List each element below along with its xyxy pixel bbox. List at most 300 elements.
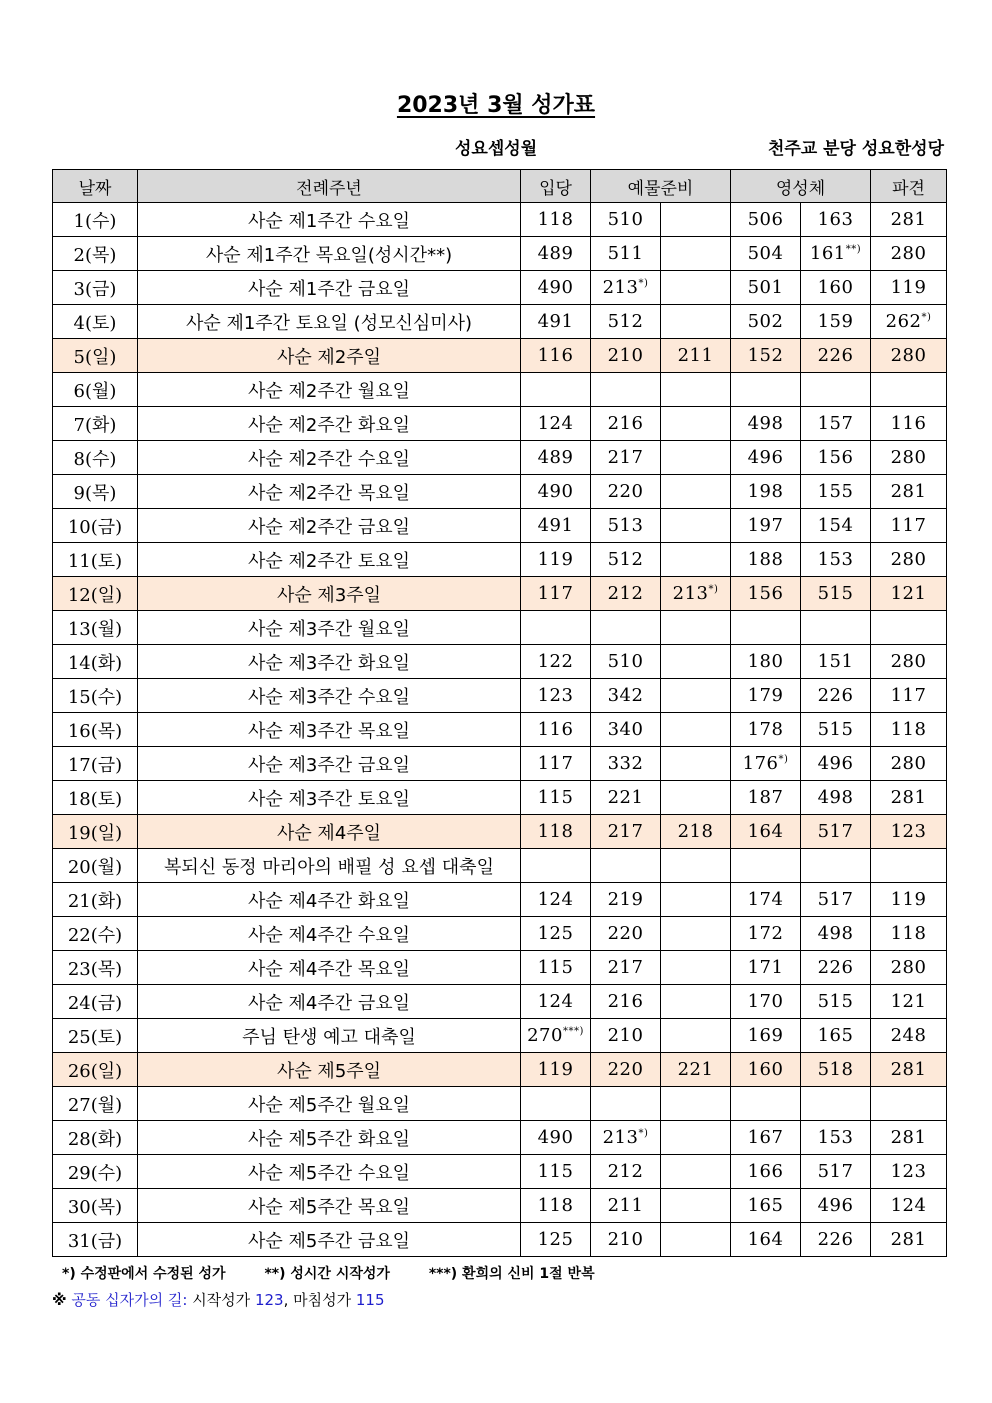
offertory-2-cell xyxy=(661,509,731,543)
date-cell: 3(금) xyxy=(53,271,138,305)
month-dedication: 성요셉성월 xyxy=(455,139,538,159)
hymn-number: 160 xyxy=(747,1059,784,1080)
offertory-1-cell xyxy=(591,1087,661,1121)
communion-1-cell xyxy=(731,1189,801,1223)
hymn-number: 226 xyxy=(817,345,854,366)
offertory-1-cell xyxy=(591,781,661,815)
entrance-cell xyxy=(521,203,591,237)
end-label: 마침성가 xyxy=(293,1291,352,1309)
entrance-cell xyxy=(521,577,591,611)
communion-1-cell xyxy=(731,1121,801,1155)
communion-1-cell xyxy=(731,271,801,305)
table-row xyxy=(53,509,947,543)
liturgy-cell: 사순 제2주간 토요일 xyxy=(138,543,521,577)
offertory-1-cell xyxy=(591,407,661,441)
hymn-number: 213 xyxy=(602,1127,639,1148)
offertory-2-cell xyxy=(661,1155,731,1189)
table-row xyxy=(53,849,947,883)
communion-1-cell xyxy=(731,203,801,237)
dismissal-cell xyxy=(871,883,947,917)
hymn-number: 187 xyxy=(747,787,784,808)
header-liturgy: 전례주년 xyxy=(138,170,521,203)
communion-1-cell xyxy=(731,1087,801,1121)
offertory-2-cell xyxy=(661,815,731,849)
hymn-number: 198 xyxy=(747,481,784,502)
communion-2-cell xyxy=(801,543,871,577)
communion-1-cell xyxy=(731,747,801,781)
entrance-cell xyxy=(521,1121,591,1155)
entrance-cell xyxy=(521,1223,591,1257)
date-cell: 22(수) xyxy=(53,917,138,951)
hymn-number: 125 xyxy=(537,923,574,944)
communion-2-cell xyxy=(801,339,871,373)
offertory-2-cell xyxy=(661,577,731,611)
dismissal-cell xyxy=(871,985,947,1019)
communion-2-cell xyxy=(801,815,871,849)
hymn-number: 116 xyxy=(537,345,574,366)
liturgy-cell: 사순 제2주일 xyxy=(138,339,521,373)
hymn-number: 154 xyxy=(817,515,854,536)
hymn-number: 216 xyxy=(607,413,644,434)
liturgy-cell: 사순 제5주일 xyxy=(138,1053,521,1087)
table-row xyxy=(53,373,947,407)
table-row xyxy=(53,815,947,849)
hymn-number: 123 xyxy=(890,821,927,842)
hymn-number: 161 xyxy=(809,243,846,264)
offertory-1-cell xyxy=(591,271,661,305)
hymn-number: 156 xyxy=(817,447,854,468)
communion-1-cell xyxy=(731,645,801,679)
hymn-number: 153 xyxy=(817,1127,854,1148)
hymn-number: 155 xyxy=(817,481,854,502)
dismissal-cell xyxy=(871,339,947,373)
liturgy-cell: 사순 제3주간 토요일 xyxy=(138,781,521,815)
hymn-number: 123 xyxy=(890,1161,927,1182)
offertory-2-cell xyxy=(661,781,731,815)
hymn-number: 501 xyxy=(747,277,784,298)
communion-2-cell xyxy=(801,985,871,1019)
table-row xyxy=(53,203,947,237)
hymn-number: 211 xyxy=(677,345,714,366)
hymn-number: 166 xyxy=(747,1161,784,1182)
end-value: 115 xyxy=(355,1291,385,1309)
footnote-3: ***) 환희의 신비 1절 반복 xyxy=(428,1266,595,1282)
offertory-2-cell xyxy=(661,849,731,883)
liturgy-cell: 사순 제4주간 화요일 xyxy=(138,883,521,917)
table-row xyxy=(53,237,947,271)
communion-1-cell xyxy=(731,509,801,543)
hymn-number: 221 xyxy=(677,1059,714,1080)
entrance-cell xyxy=(521,883,591,917)
offertory-1-cell xyxy=(591,1053,661,1087)
hymn-number: 517 xyxy=(817,1161,854,1182)
date-cell: 19(일) xyxy=(53,815,138,849)
dismissal-cell xyxy=(871,475,947,509)
hymn-number: 165 xyxy=(747,1195,784,1216)
hymn-number: 270 xyxy=(527,1025,563,1046)
date-cell: 16(목) xyxy=(53,713,138,747)
communion-1-cell xyxy=(731,883,801,917)
date-cell: 2(목) xyxy=(53,237,138,271)
hymn-number: 212 xyxy=(607,583,644,604)
hymn-number: 151 xyxy=(817,651,854,672)
liturgy-cell: 사순 제3주간 목요일 xyxy=(138,713,521,747)
hymn-number: 125 xyxy=(537,1229,574,1250)
communion-1-cell xyxy=(731,339,801,373)
table-row xyxy=(53,1155,947,1189)
hymn-number: 119 xyxy=(537,1059,574,1080)
dismissal-cell xyxy=(871,747,947,781)
communion-1-cell xyxy=(731,441,801,475)
offertory-2-cell xyxy=(661,305,731,339)
hymn-number: 280 xyxy=(890,447,927,468)
hymn-number: 219 xyxy=(607,889,644,910)
dismissal-cell xyxy=(871,305,947,339)
hymn-number: 197 xyxy=(747,515,784,536)
offertory-1-cell xyxy=(591,475,661,509)
liturgy-cell: 사순 제1주간 수요일 xyxy=(138,203,521,237)
offertory-1-cell xyxy=(591,645,661,679)
offertory-2-cell xyxy=(661,407,731,441)
dismissal-cell xyxy=(871,271,947,305)
communion-1-cell xyxy=(731,679,801,713)
offertory-1-cell xyxy=(591,815,661,849)
footnote-marker: *) xyxy=(638,1128,649,1139)
table-row xyxy=(53,645,947,679)
communion-2-cell xyxy=(801,509,871,543)
offertory-1-cell xyxy=(591,577,661,611)
entrance-cell xyxy=(521,543,591,577)
hymn-number: 490 xyxy=(537,1127,574,1148)
table-row xyxy=(53,339,947,373)
communion-2-cell xyxy=(801,951,871,985)
hymn-number: 512 xyxy=(607,549,644,570)
liturgy-cell: 사순 제2주간 목요일 xyxy=(138,475,521,509)
hymn-number: 213 xyxy=(672,583,709,604)
hymn-number: 124 xyxy=(537,413,574,434)
hymn-number: 226 xyxy=(817,685,854,706)
offertory-1-cell xyxy=(591,509,661,543)
communion-2-cell xyxy=(801,271,871,305)
hymn-number: 518 xyxy=(817,1059,854,1080)
footnotes xyxy=(62,1263,629,1283)
hymn-number: 220 xyxy=(607,481,644,502)
entrance-cell xyxy=(521,475,591,509)
communion-1-cell xyxy=(731,577,801,611)
hymn-number: 340 xyxy=(607,719,644,740)
liturgy-cell: 사순 제1주간 목요일(성시간**) xyxy=(138,237,521,271)
liturgy-cell: 사순 제5주간 수요일 xyxy=(138,1155,521,1189)
entrance-cell xyxy=(521,339,591,373)
communion-2-cell xyxy=(801,305,871,339)
hymn-number: 510 xyxy=(607,209,644,230)
header-date: 날짜 xyxy=(53,170,138,203)
dismissal-cell xyxy=(871,611,947,645)
dismissal-cell xyxy=(871,951,947,985)
footnote-2: **) 성시간 시작성가 xyxy=(264,1266,390,1282)
communion-2-cell xyxy=(801,407,871,441)
dismissal-cell xyxy=(871,203,947,237)
hymn-number: 118 xyxy=(890,923,927,944)
hymn-number: 280 xyxy=(890,651,927,672)
hymn-number: 491 xyxy=(537,515,574,536)
date-cell: 31(금) xyxy=(53,1223,138,1257)
table-row xyxy=(53,1189,947,1223)
hymn-number: 179 xyxy=(747,685,784,706)
communion-1-cell xyxy=(731,611,801,645)
hymn-number: 512 xyxy=(607,311,644,332)
table-row xyxy=(53,917,947,951)
communion-1-cell xyxy=(731,713,801,747)
entrance-cell xyxy=(521,1087,591,1121)
communion-2-cell xyxy=(801,917,871,951)
offertory-2-cell xyxy=(661,339,731,373)
table-row xyxy=(53,407,947,441)
entrance-cell xyxy=(521,407,591,441)
hymn-number: 118 xyxy=(890,719,927,740)
hymn-number: 124 xyxy=(537,991,574,1012)
offertory-1-cell xyxy=(591,1121,661,1155)
hymn-number: 121 xyxy=(890,583,927,604)
parish-name: 천주교 분당 성요한성당 xyxy=(767,139,944,159)
hymn-number: 124 xyxy=(890,1195,927,1216)
dismissal-cell xyxy=(871,645,947,679)
offertory-1-cell xyxy=(591,441,661,475)
offertory-2-cell xyxy=(661,237,731,271)
hymn-number: 498 xyxy=(817,923,854,944)
communion-1-cell xyxy=(731,373,801,407)
entrance-cell xyxy=(521,305,591,339)
offertory-2-cell xyxy=(661,441,731,475)
offertory-2-cell xyxy=(661,713,731,747)
entrance-cell xyxy=(521,1155,591,1189)
date-cell: 6(월) xyxy=(53,373,138,407)
liturgy-cell: 사순 제5주간 금요일 xyxy=(138,1223,521,1257)
communion-1-cell xyxy=(731,951,801,985)
footnote-marker: *) xyxy=(778,754,789,765)
hymn-number: 118 xyxy=(537,1195,574,1216)
hymn-number: 515 xyxy=(817,719,854,740)
offertory-1-cell xyxy=(591,883,661,917)
offertory-2-cell xyxy=(661,1053,731,1087)
hymn-number: 210 xyxy=(607,1025,644,1046)
liturgy-cell: 사순 제3주간 월요일 xyxy=(138,611,521,645)
communion-1-cell xyxy=(731,1019,801,1053)
liturgy-cell: 사순 제2주간 금요일 xyxy=(138,509,521,543)
communion-2-cell xyxy=(801,611,871,645)
date-cell: 23(목) xyxy=(53,951,138,985)
dismissal-cell xyxy=(871,1121,947,1155)
offertory-1-cell xyxy=(591,1189,661,1223)
hymn-number: 281 xyxy=(890,209,927,230)
table-row xyxy=(53,475,947,509)
dismissal-cell xyxy=(871,679,947,713)
dismissal-cell xyxy=(871,1223,947,1257)
offertory-2-cell xyxy=(661,271,731,305)
offertory-1-cell xyxy=(591,339,661,373)
date-cell: 25(토) xyxy=(53,1019,138,1053)
hymn-number: 122 xyxy=(537,651,574,672)
offertory-1-cell xyxy=(591,373,661,407)
table-header-row xyxy=(53,170,947,203)
communion-2-cell xyxy=(801,203,871,237)
note-label: 공동 십자가의 길: xyxy=(71,1291,188,1309)
dismissal-cell xyxy=(871,577,947,611)
offertory-1-cell xyxy=(591,917,661,951)
communion-1-cell xyxy=(731,1223,801,1257)
hymn-number: 281 xyxy=(890,1127,927,1148)
hymn-number: 510 xyxy=(607,651,644,672)
hymn-number: 226 xyxy=(817,957,854,978)
table-row xyxy=(53,985,947,1019)
hymn-number: 169 xyxy=(747,1025,784,1046)
date-cell: 11(토) xyxy=(53,543,138,577)
footnote-marker: *) xyxy=(638,278,649,289)
date-cell: 1(수) xyxy=(53,203,138,237)
offertory-1-cell xyxy=(591,305,661,339)
hymn-number: 217 xyxy=(607,957,644,978)
entrance-cell xyxy=(521,985,591,1019)
note-separator: , xyxy=(283,1291,289,1309)
hymn-number: 221 xyxy=(607,787,644,808)
hymn-number: 280 xyxy=(890,345,927,366)
table-row xyxy=(53,713,947,747)
offertory-2-cell xyxy=(661,373,731,407)
liturgy-cell: 사순 제3주간 화요일 xyxy=(138,645,521,679)
dismissal-cell xyxy=(871,1019,947,1053)
hymn-number: 164 xyxy=(747,1229,784,1250)
hymn-number: 165 xyxy=(817,1025,854,1046)
hymn-number: 220 xyxy=(607,1059,644,1080)
communion-2-cell xyxy=(801,237,871,271)
dismissal-cell xyxy=(871,237,947,271)
dismissal-cell xyxy=(871,1087,947,1121)
table-row xyxy=(53,951,947,985)
communion-1-cell xyxy=(731,305,801,339)
hymn-number: 517 xyxy=(817,821,854,842)
date-cell: 28(화) xyxy=(53,1121,138,1155)
offertory-2-cell xyxy=(661,917,731,951)
hymn-number: 281 xyxy=(890,787,927,808)
hymn-number: 117 xyxy=(890,685,927,706)
dismissal-cell xyxy=(871,849,947,883)
communion-2-cell xyxy=(801,1053,871,1087)
header-entrance: 입당 xyxy=(521,170,591,203)
dismissal-cell xyxy=(871,543,947,577)
dismissal-cell xyxy=(871,713,947,747)
dismissal-cell xyxy=(871,815,947,849)
hymn-number: 178 xyxy=(747,719,784,740)
hymn-number: 211 xyxy=(607,1195,644,1216)
offertory-1-cell xyxy=(591,747,661,781)
hymn-number: 118 xyxy=(537,209,574,230)
hymn-number: 119 xyxy=(537,549,574,570)
hymn-number: 496 xyxy=(747,447,784,468)
entrance-cell xyxy=(521,1053,591,1087)
offertory-1-cell xyxy=(591,679,661,713)
offertory-2-cell xyxy=(661,1087,731,1121)
date-cell: 18(토) xyxy=(53,781,138,815)
table-row xyxy=(53,305,947,339)
dismissal-cell xyxy=(871,373,947,407)
dismissal-cell xyxy=(871,917,947,951)
communion-2-cell xyxy=(801,679,871,713)
communion-2-cell xyxy=(801,373,871,407)
hymn-number: 498 xyxy=(817,787,854,808)
date-cell: 15(수) xyxy=(53,679,138,713)
hymn-number: 117 xyxy=(537,583,574,604)
offertory-2-cell xyxy=(661,203,731,237)
offertory-1-cell xyxy=(591,713,661,747)
table-row xyxy=(53,679,947,713)
hymn-number: 281 xyxy=(890,1059,927,1080)
offertory-2-cell xyxy=(661,1223,731,1257)
entrance-cell xyxy=(521,951,591,985)
entrance-cell xyxy=(521,237,591,271)
date-cell: 12(일) xyxy=(53,577,138,611)
entrance-cell xyxy=(521,645,591,679)
hymn-number: 119 xyxy=(890,277,927,298)
liturgy-cell: 사순 제3주간 수요일 xyxy=(138,679,521,713)
hymn-number: 163 xyxy=(817,209,854,230)
communion-1-cell xyxy=(731,781,801,815)
date-cell: 30(목) xyxy=(53,1189,138,1223)
stations-of-cross-note xyxy=(52,1289,385,1310)
hymn-number: 280 xyxy=(890,753,927,774)
date-cell: 10(금) xyxy=(53,509,138,543)
hymn-number: 210 xyxy=(607,345,644,366)
dismissal-cell xyxy=(871,781,947,815)
offertory-2-cell xyxy=(661,611,731,645)
communion-2-cell xyxy=(801,883,871,917)
communion-2-cell xyxy=(801,781,871,815)
hymn-number: 115 xyxy=(537,957,574,978)
table-row xyxy=(53,543,947,577)
hymn-number: 159 xyxy=(817,311,854,332)
hymn-number: 498 xyxy=(747,413,784,434)
table-row xyxy=(53,883,947,917)
hymn-number: 513 xyxy=(607,515,644,536)
liturgy-cell: 사순 제3주일 xyxy=(138,577,521,611)
liturgy-cell: 사순 제3주간 금요일 xyxy=(138,747,521,781)
hymn-number: 216 xyxy=(607,991,644,1012)
offertory-2-cell xyxy=(661,883,731,917)
date-cell: 13(월) xyxy=(53,611,138,645)
communion-1-cell xyxy=(731,407,801,441)
hymn-number: 116 xyxy=(890,413,927,434)
table-row xyxy=(53,781,947,815)
hymn-number: 280 xyxy=(890,957,927,978)
table-row xyxy=(53,1019,947,1053)
header-dismissal: 파견 xyxy=(871,170,947,203)
offertory-1-cell xyxy=(591,1019,661,1053)
table-row xyxy=(53,271,947,305)
hymn-number: 281 xyxy=(890,481,927,502)
offertory-2-cell xyxy=(661,747,731,781)
offertory-1-cell xyxy=(591,985,661,1019)
dismissal-cell xyxy=(871,407,947,441)
entrance-cell xyxy=(521,271,591,305)
communion-2-cell xyxy=(801,1223,871,1257)
communion-2-cell xyxy=(801,577,871,611)
hymn-number: 218 xyxy=(677,821,714,842)
date-cell: 17(금) xyxy=(53,747,138,781)
hymn-number: 160 xyxy=(817,277,854,298)
communion-2-cell xyxy=(801,1121,871,1155)
hymn-number: 504 xyxy=(747,243,784,264)
communion-1-cell xyxy=(731,849,801,883)
communion-1-cell xyxy=(731,1155,801,1189)
